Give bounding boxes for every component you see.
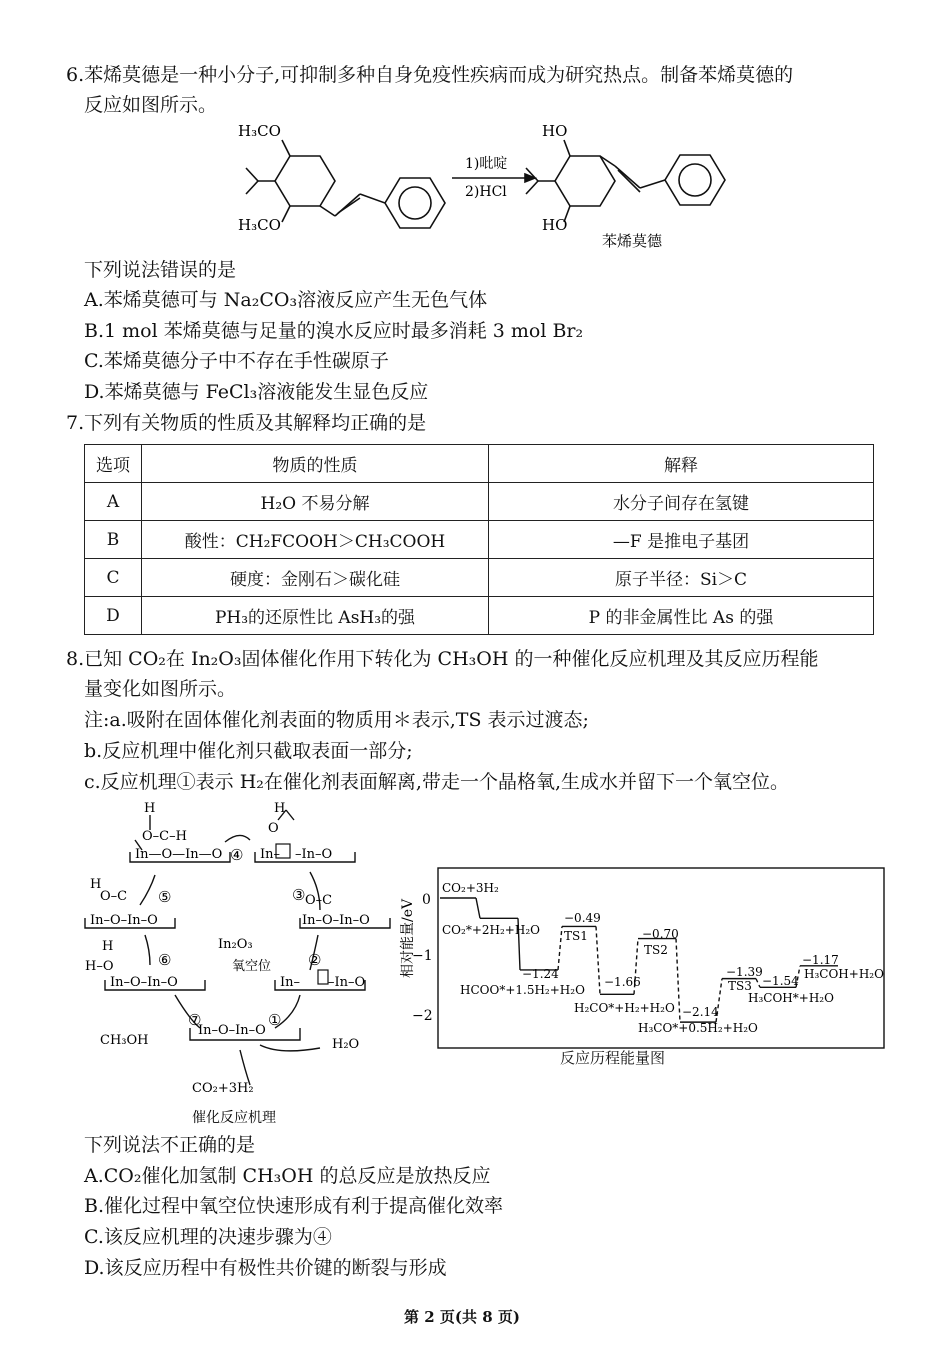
step-6: ⑥ bbox=[158, 951, 172, 969]
step-2: ② bbox=[308, 951, 322, 969]
table-row[interactable] bbox=[85, 559, 874, 597]
level-label-7: TS3 bbox=[728, 979, 752, 993]
vacancy-label: 氧空位 bbox=[232, 959, 272, 974]
reagent-2: 2)HCl bbox=[465, 184, 507, 200]
svg-text:–In–O: –In–O bbox=[295, 847, 333, 862]
svg-text:H: H bbox=[144, 801, 156, 816]
svg-text:O: O bbox=[268, 821, 279, 836]
svg-text:In–O–In–O: In–O–In–O bbox=[90, 913, 158, 928]
row-option: A bbox=[85, 483, 142, 521]
table-row[interactable] bbox=[85, 597, 874, 635]
row-option: D bbox=[85, 597, 142, 635]
svg-text:O–C: O–C bbox=[100, 889, 128, 904]
methanol-label: CH₃OH bbox=[100, 1033, 149, 1048]
q8-note-a: 注:a.吸附在固体催化剂表面的物质用＊表示,TS 表示过渡态; bbox=[84, 709, 589, 731]
row-explanation: P 的非金属性比 As 的强 bbox=[489, 597, 874, 635]
svg-text:In–O–In–O: In–O–In–O bbox=[110, 975, 178, 990]
q6-stem-line2: 反应如图所示。 bbox=[84, 94, 218, 116]
svg-text:O–C: O–C bbox=[305, 893, 333, 908]
q6-ask: 下列说法错误的是 bbox=[84, 259, 237, 281]
q8-option-d[interactable]: D.该反应历程中有极性共价键的断裂与形成 bbox=[84, 1257, 447, 1279]
step-4: ④ bbox=[230, 846, 244, 864]
level-label-3: TS1 bbox=[564, 929, 588, 943]
q7-table bbox=[84, 444, 874, 635]
level-value-6: −2.14 bbox=[682, 1005, 719, 1019]
q8-option-a[interactable]: A.CO₂催化加氢制 CH₃OH 的总反应是放热反应 bbox=[84, 1165, 491, 1187]
row-option: B bbox=[85, 521, 142, 559]
q8-note-c: c.反应机理①表示 H₂在催化剂表面解离,带走一个晶格氧,生成水并留下一个氧空位。 bbox=[84, 771, 789, 793]
energy-connector-4 bbox=[596, 926, 600, 994]
col-header-property: 物质的性质 bbox=[142, 445, 489, 483]
product-top-label: HO bbox=[542, 122, 568, 140]
q8-ask: 下列说法不正确的是 bbox=[84, 1134, 256, 1156]
svg-text:H: H bbox=[274, 801, 286, 816]
level-value-5: −0.70 bbox=[642, 927, 679, 941]
level-label-9: H₃COH+H₂O bbox=[804, 967, 884, 981]
page-footer: 第 2 页(共 8 页) bbox=[404, 1308, 520, 1326]
q6-option-b[interactable]: B.1 mol 苯烯莫德与足量的溴水反应时最多消耗 3 mol Br₂ bbox=[84, 320, 584, 342]
catalytic-mechanism-diagram bbox=[80, 800, 420, 1130]
level-value-3: −0.49 bbox=[564, 911, 601, 925]
q7-stem: 7.下列有关物质的性质及其解释均正确的是 bbox=[66, 412, 427, 434]
row-property: 酸性：CH₂FCOOH＞CH₃COOH bbox=[142, 521, 489, 559]
level-value-4: −1.66 bbox=[604, 975, 641, 989]
svg-text:In–O–In–O: In–O–In–O bbox=[302, 913, 370, 928]
svg-text:H: H bbox=[90, 877, 102, 892]
svg-text:In–: In– bbox=[280, 975, 301, 990]
table-row[interactable] bbox=[85, 521, 874, 559]
level-value-7: −1.39 bbox=[726, 965, 763, 979]
q6-stem-line1: 6.苯烯莫德是一种小分子,可抑制多种自身免疫性疾病而成为研究热点。制备苯烯莫德的 bbox=[66, 64, 794, 86]
step-7: ⑦ bbox=[188, 1011, 202, 1029]
ytick-minus1: −1 bbox=[412, 948, 433, 964]
svg-text:H–O: H–O bbox=[85, 959, 114, 974]
q8-stem-line2: 量变化如图所示。 bbox=[84, 678, 237, 700]
svg-text:In–O–In–O: In–O–In–O bbox=[198, 1023, 266, 1038]
energy-connector-8 bbox=[756, 979, 760, 988]
q6-option-a[interactable]: A.苯烯莫德可与 Na₂CO₃溶液反应产生无色气体 bbox=[84, 289, 488, 311]
product-name: 苯烯莫德 bbox=[602, 232, 663, 250]
energy-connector-1 bbox=[476, 898, 480, 918]
level-label-2: HCOO*+1.5H₂+H₂O bbox=[460, 983, 585, 997]
table-header-row bbox=[85, 445, 874, 483]
q8-stem-line1: 8.已知 CO₂在 In₂O₃固体催化作用下转化为 CH₃OH 的一种催化反应机理及其反应历程能 bbox=[66, 648, 819, 670]
energy-profile-chart bbox=[398, 860, 888, 1065]
row-explanation: —F 是推电子基团 bbox=[489, 521, 874, 559]
row-explanation: 水分子间存在氢键 bbox=[489, 483, 874, 521]
reactant-bottom-label: H₃CO bbox=[238, 216, 281, 234]
level-value-8: −1.54 bbox=[762, 974, 799, 988]
step-3: ③ bbox=[292, 886, 306, 904]
q6-reaction-scheme bbox=[220, 118, 740, 253]
level-label-5: TS2 bbox=[644, 943, 668, 957]
q8-option-b[interactable]: B.催化过程中氧空位快速形成有利于提高催化效率 bbox=[84, 1195, 504, 1217]
col-header-option: 选项 bbox=[85, 445, 142, 483]
level-label-0: CO₂+3H₂ bbox=[442, 881, 499, 895]
reagent-1: 1)吡啶 bbox=[465, 156, 508, 172]
energy-chart-caption: 反应历程能量图 bbox=[560, 1049, 666, 1067]
ytick-minus2: −2 bbox=[412, 1008, 433, 1024]
row-option: C bbox=[85, 559, 142, 597]
energy-connector-6 bbox=[676, 939, 680, 1023]
water-label: H₂O bbox=[332, 1037, 360, 1052]
reactant-top-label: H₃CO bbox=[238, 122, 281, 140]
row-property: 硬度：金刚石＞碳化硅 bbox=[142, 559, 489, 597]
ytick-0: 0 bbox=[422, 892, 431, 908]
step-1: ① bbox=[268, 1011, 282, 1029]
svg-text:In–: In– bbox=[260, 847, 281, 862]
step-5: ⑤ bbox=[158, 888, 172, 906]
level-label-1: CO₂*+2H₂+H₂O bbox=[442, 923, 540, 937]
energy-connector-3 bbox=[558, 926, 562, 970]
q6-option-c[interactable]: C.苯烯莫德分子中不存在手性碳原子 bbox=[84, 350, 389, 372]
chart-ylabel: 相对能量/eV bbox=[400, 898, 416, 978]
row-explanation: 原子半径：Si＞C bbox=[489, 559, 874, 597]
q6-option-d[interactable]: D.苯烯莫德与 FeCl₃溶液能发生显色反应 bbox=[84, 381, 429, 403]
svg-text:O–C–H: O–C–H bbox=[142, 829, 187, 844]
row-property: PH₃的还原性比 AsH₃的强 bbox=[142, 597, 489, 635]
product-bottom-label: HO bbox=[542, 216, 568, 234]
level-value-9: −1.17 bbox=[802, 953, 839, 967]
row-property: H₂O 不易分解 bbox=[142, 483, 489, 521]
table-row[interactable] bbox=[85, 483, 874, 521]
input-label: CO₂+3H₂ bbox=[192, 1081, 254, 1096]
svg-text:H: H bbox=[102, 939, 114, 954]
level-label-8: H₃COH*+H₂O bbox=[748, 991, 834, 1005]
level-label-6: H₃CO*+0.5H₂+H₂O bbox=[638, 1021, 758, 1035]
svg-text:–In–O: –In–O bbox=[328, 975, 366, 990]
col-header-explanation: 解释 bbox=[489, 445, 874, 483]
q8-option-c[interactable]: C.该反应机理的决速步骤为④ bbox=[84, 1226, 332, 1248]
level-label-4: H₂CO*+H₂+H₂O bbox=[574, 1001, 675, 1015]
catalyst-label: In₂O₃ bbox=[218, 937, 253, 952]
level-value-2: −1.24 bbox=[522, 967, 559, 981]
surface-label: In—O—In—O bbox=[135, 847, 223, 862]
q8-note-b: b.反应机理中催化剂只截取表面一部分; bbox=[84, 740, 413, 762]
mechanism-caption: 催化反应机理 bbox=[192, 1110, 276, 1126]
